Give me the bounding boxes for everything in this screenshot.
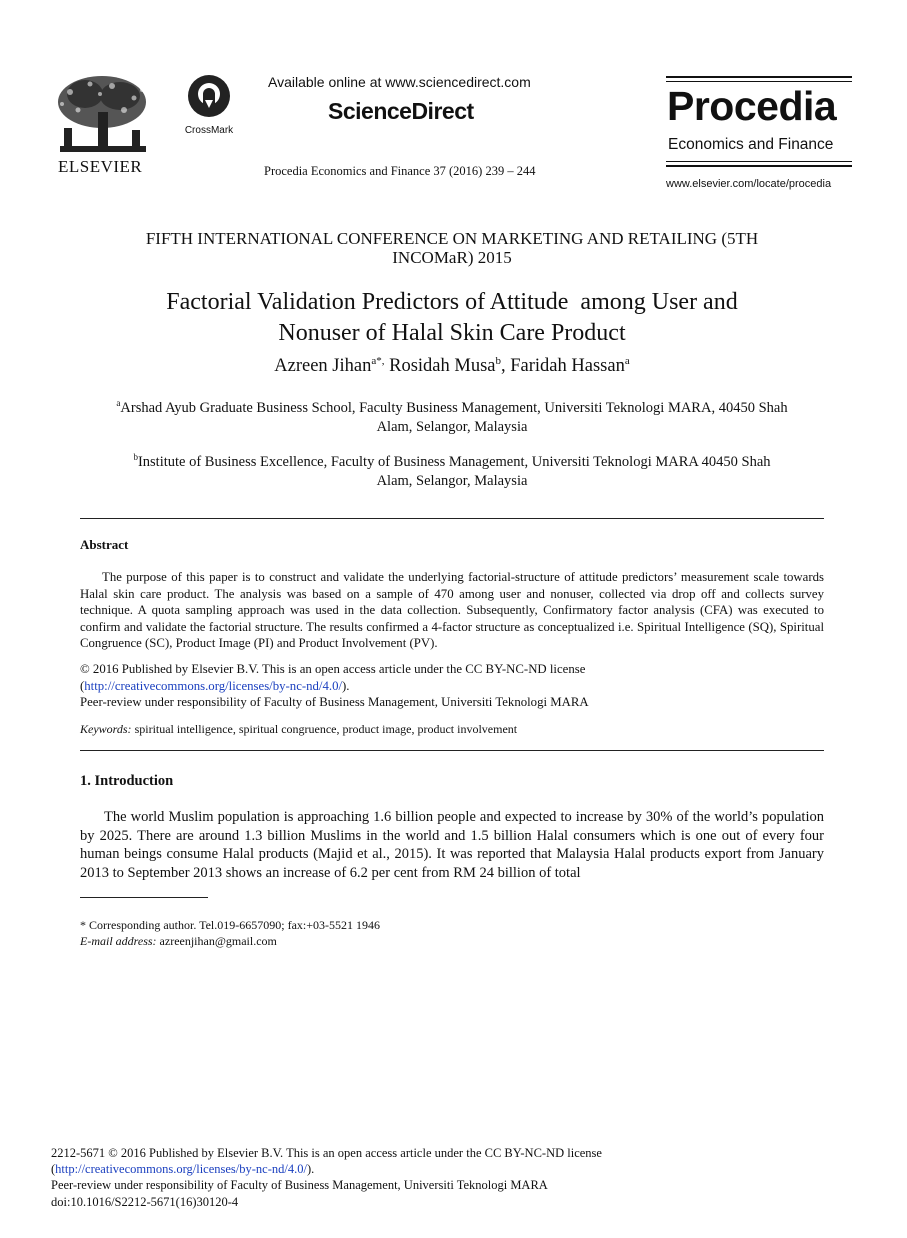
email-label: E-mail address: xyxy=(80,934,157,948)
procedia-bottom-rule xyxy=(666,165,852,167)
license-notice xyxy=(80,661,824,711)
author-affil-mark: b xyxy=(495,355,501,367)
affiliation-a-line-1: Arshad Ayub Graduate Business School, Faculty Business Management, Universiti Teknologi MARA, 40450 Shah xyxy=(120,399,788,416)
author-name: Azreen Jihan xyxy=(274,356,372,377)
author-separator: , xyxy=(501,356,506,377)
footer-peer-review: Peer-review under responsibility of Faculty of Business Management, Universiti Teknologi MARA xyxy=(51,1178,548,1193)
sciencedirect-logo[interactable]: ScienceDirect xyxy=(328,98,474,124)
elsevier-tree-logo xyxy=(50,72,158,156)
abstract-body: The purpose of this paper is to construct and validate the underlying factorial-structure of attitude predictors’ measurement scale towards Halal skin care product. The analysis was based on a sample of 470 among user and nonuser, collected via drop off and collects survey technique. A quota sampling approach was used in the data collection. Subsequently, Confirmatory factor analysis (CFA) was executed to confirm and validate the factorial structure. The results confirmed a 4-factor structure as conceptualized i.e. Spiritual Intelligence (SQ), Spiritual Congruence (SC), Product Image (PI) and Product Involvement (PV). xyxy=(80,570,824,650)
publisher-name: ELSEVIER xyxy=(58,157,143,176)
crossmark-icon xyxy=(187,74,231,118)
paper-title xyxy=(80,287,824,349)
keywords xyxy=(80,721,824,738)
procedia-bottom-rule-thin xyxy=(666,161,852,162)
abstract-top-rule xyxy=(80,518,824,519)
procedia-subtitle: Economics and Finance xyxy=(668,136,834,153)
conference-line-1: FIFTH INTERNATIONAL CONFERENCE ON MARKETING AND RETAILING (5TH xyxy=(145,229,759,248)
abstract-heading: Abstract xyxy=(80,537,129,552)
conference-name xyxy=(80,229,824,267)
corresponding-author-note: * Corresponding author. Tel.019-6657090; fax:+03-5521 1946 xyxy=(80,918,381,932)
author-name: Faridah Hassan xyxy=(510,356,625,377)
crossmark-label: CrossMark xyxy=(184,125,234,136)
available-online: Available online at www.sciencedirect.com xyxy=(268,74,531,90)
procedia-top-rule-thin xyxy=(666,81,852,82)
footnote-rule xyxy=(80,897,208,898)
footer-paren-open: ( xyxy=(51,1162,56,1177)
abstract-bottom-rule xyxy=(80,750,824,751)
affiliation-b xyxy=(80,448,824,491)
keywords-list: spiritual intelligence, spiritual congruence, product image, product involvement xyxy=(131,722,518,736)
license-line: © 2016 Published by Elsevier B.V. This is an open access article under the CC BY-NC-ND license xyxy=(80,662,586,676)
email-address[interactable]: azreenjihan@gmail.com xyxy=(156,934,277,948)
license-paren-close: ). xyxy=(342,678,350,693)
affiliation-mark: a xyxy=(116,398,121,408)
author-affil-mark: a xyxy=(624,355,630,367)
journal-reference: Procedia Economics and Finance 37 (2016) 239 – 244 xyxy=(264,164,536,178)
affiliation-mark: b xyxy=(133,452,138,462)
footer-paren-close: ). xyxy=(306,1162,315,1177)
introduction-body: The world Muslim population is approaching 1.6 billion people and expected to increase by 30% of the world’s population by 2025. There are around 1.3 billion Muslims in the world and 1.5 billion Halal consumers which is one out of every four human beings consume Halal products (Majid et al., 2015). It was reported that Malaysia Halal products export from January 2013 to September 2013 shows an increase of 6.2 per cent from RM 24 billion of total xyxy=(80,809,824,881)
procedia-url[interactable]: www.elsevier.com/locate/procedia xyxy=(666,178,832,190)
author-name: Rosidah Musa xyxy=(389,356,496,377)
keywords-label: Keywords: xyxy=(80,722,132,736)
peer-review-note: Peer-review under responsibility of Faculty of Business Management, Universiti Teknologi MARA xyxy=(80,695,589,709)
author-list xyxy=(80,355,824,377)
author-affil-mark: a*, xyxy=(371,355,385,367)
footer-doi[interactable]: doi:10.1016/S2212-5671(16)30120-4 xyxy=(51,1194,239,1209)
affiliation-b-line-2: Alam, Selangor, Malaysia xyxy=(376,472,528,489)
title-line-1: Factorial Validation Predictors of Attitude among User and xyxy=(166,289,738,315)
conference-line-2: INCOMaR) 2015 xyxy=(392,248,512,267)
introduction-heading: 1. Introduction xyxy=(80,773,174,789)
footer-license-line: 2212-5671 © 2016 Published by Elsevier B.V. This is an open access article under the CC BY-NC-ND license xyxy=(51,1146,602,1160)
license-link[interactable]: http://creativecommons.org/licenses/by-nc-nd/4.0/ xyxy=(84,678,343,693)
affiliation-a xyxy=(80,394,824,437)
page-footer xyxy=(51,1145,851,1210)
crossmark-badge[interactable] xyxy=(180,74,238,136)
email-note xyxy=(80,933,824,949)
footer-license-link[interactable]: http://creativecommons.org/licenses/by-nc-nd/4.0/ xyxy=(55,1162,307,1177)
title-line-2: Nonuser of Halal Skin Care Product xyxy=(278,320,626,346)
affiliation-a-line-2: Alam, Selangor, Malaysia xyxy=(376,418,528,435)
procedia-logo: Procedia xyxy=(667,83,837,129)
affiliation-b-line-1: Institute of Business Excellence, Faculty of Business Management, Universiti Teknologi MARA 40450 Shah xyxy=(137,453,771,470)
procedia-top-rule xyxy=(666,76,852,78)
license-paren-open: ( xyxy=(80,678,85,693)
